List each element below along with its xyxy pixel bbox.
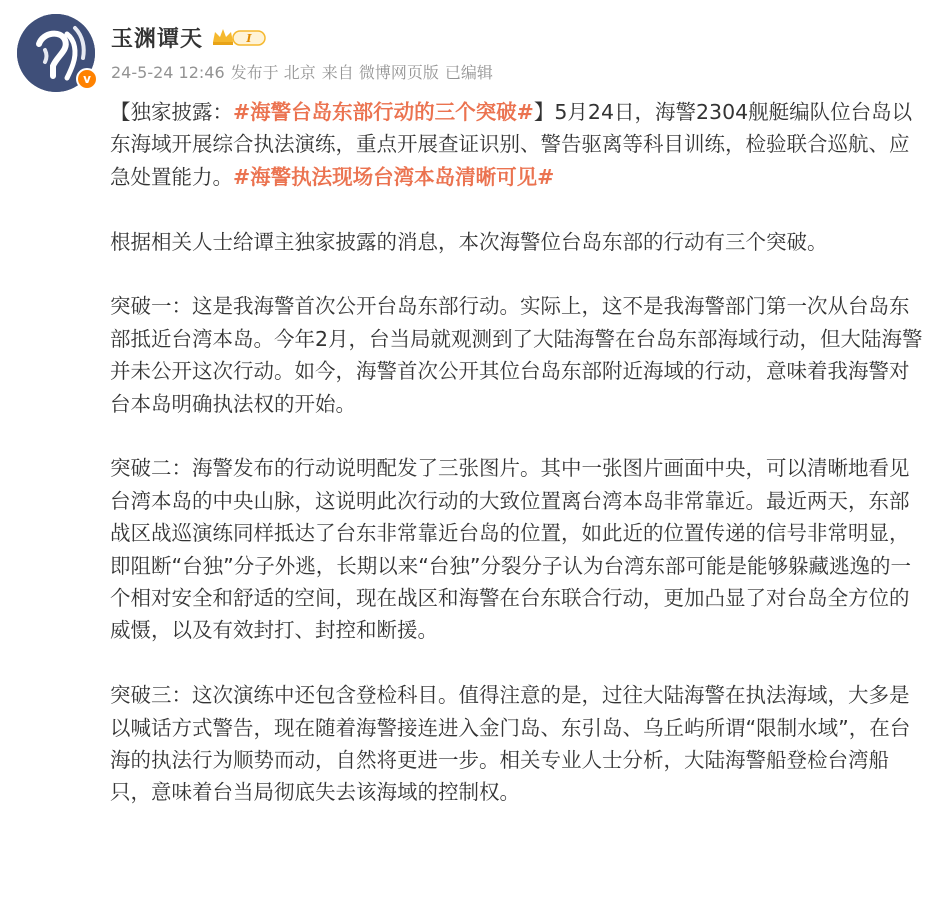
post-time-link[interactable]: 24-5-24 12:46 (111, 63, 225, 82)
username-link[interactable]: 玉渊谭天 (111, 26, 204, 52)
post-source: 来自 微博网页版 (321, 63, 439, 82)
post-header (111, 22, 499, 83)
paragraph-gap (110, 647, 925, 679)
crown-level-icon[interactable] (211, 26, 267, 48)
paragraph-breakthrough-three: 突破三：这次演练中还包含登检科目。值得注意的是，过往大陆海警在执法海域，大多是以喊话方式警告，现在随着海警接连进入金门岛、东引岛、乌丘屿所谓“限制水域”，在台海的执法行为顺势而动，自然将更进一步。相关专业人士分析，大陆海警船登检台湾船只，意味着台当局彻底失去该海域的控制权。 (110, 683, 911, 805)
hashtag-link[interactable]: #海警台岛东部行动的三个突破# (233, 100, 534, 124)
paragraph-gap (110, 258, 925, 290)
intro-text: 】5月24日，海警2304舰艇编队位台岛以东海域开展综合执法演练，重点开展查证识别、警告驱离等科目训练，检验联合巡航、应急处置能力。 (110, 100, 913, 189)
paragraph-breakthrough-one: 突破一：这是我海警首次公开台岛东部行动。实际上，这不是我海警部门第一次从台岛东部抵近台湾本岛。今年2月，台当局就观测到了大陆海警在台岛东部海域行动，但大陆海警并未公开这次行动。如今，海警首次公开其位台岛东部附近海域的行动，意味着我海警对台本岛明确执法权的开始。 (110, 294, 923, 416)
paragraph-gap (110, 420, 925, 452)
intro-paragraph (110, 96, 925, 193)
post-meta (111, 60, 499, 83)
paragraph-breakthrough-two: 突破二：海警发布的行动说明配发了三张图片。其中一张图片画面中央，可以清晰地看见台湾本岛的中央山脉，这说明此次行动的大致位置离台湾本岛非常靠近。最近两天，东部战区战巡演练同样抵达了台东非常靠近台岛的位置，如此近的位置传递的信号非常明显，即阻断“台独”分子外逃，长期以来“台独”分裂分子认为台湾东部可能是能够躲藏逃逸的一个相对安全和舒适的空间，现在战区和海警在台东联合行动，更加凸显了对台岛全方位的威慑，以及有效封打、封控和断援。 (110, 456, 911, 643)
verified-badge-icon (76, 68, 98, 90)
post-location: 发布于 北京 (230, 63, 316, 82)
level-text: I (246, 32, 252, 45)
name-row (111, 22, 499, 52)
intro-prefix: 【独家披露： (110, 100, 233, 124)
hashtag-link[interactable]: #海警执法现场台湾本岛清晰可见# (233, 164, 555, 189)
post-content (110, 96, 925, 809)
edited-label[interactable]: 已编辑 (444, 63, 493, 82)
paragraph-summary: 根据相关人士给谭主独家披露的消息，本次海警位台岛东部的行动有三个突破。 (110, 229, 828, 254)
paragraph-gap (110, 193, 925, 225)
verified-mark: v (83, 72, 91, 86)
